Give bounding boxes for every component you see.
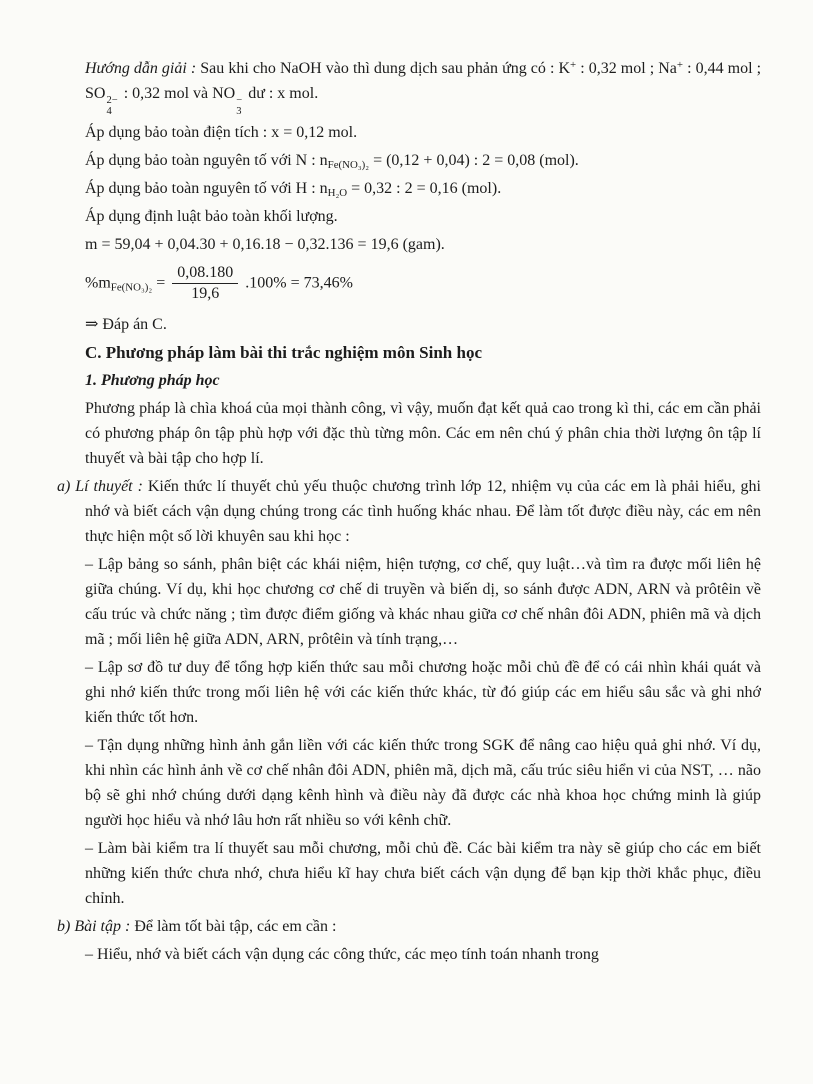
fraction-numerator: 0,08.180 [177, 263, 234, 281]
exercise-item [57, 914, 761, 939]
text-segment: – Hiểu, nhớ và biết cách vận dụng các công thức, các mẹo tính toán nhanh trong [85, 945, 599, 963]
text-segment: dư : x mol. [244, 85, 319, 102]
theory-tip-compare [85, 552, 761, 652]
theory-tip-tests [85, 836, 761, 911]
text-segment: 1. Phương pháp học [85, 371, 220, 389]
text-segment: Fe(NO₃)₂ [327, 158, 370, 171]
exercise-tip-formulas [85, 942, 761, 967]
text-segment: Kiến thức lí thuyết chủ yếu thuộc chương trình lớp 12, nhiệm vụ của các em là phải hiểu, ghi nhớ và biết cách vận dụng chúng trong các tình huống khác nhau. Để làm tốt được điều này, các em nên thực hiện một số lời khuyên sau khi học : [85, 477, 761, 545]
ion-charge-stack [106, 95, 117, 117]
text-segment: .100% = 73,46% [241, 274, 353, 292]
subscript-text: 4 [106, 105, 112, 117]
text-segment: = [152, 274, 170, 292]
text-segment: Áp dụng bảo toàn nguyên tố với H : n [85, 179, 328, 197]
method-subheading [85, 368, 761, 393]
text-segment: – Lập bảng so sánh, phân biệt các khái niệm, hiện tượng, cơ chế, quy luật…và tìm ra được mối liên hệ giữa chúng. Ví dụ, khi học chương cơ chế di truyền và biến dị, so sánh được ADN, ARN và prôtêin về cấu trúc và chức năng ; tìm được điểm giống và khác nhau giữa cơ chế nhân đôi ADN, phiên mã và dịch mã ; mối liên hệ giữa ADN, ARN, prôtêin và tính trạng,… [85, 555, 761, 648]
solution-intro [85, 56, 761, 117]
text-segment: Sau khi cho NaOH vào thì dung dịch sau phản ứng có : K [200, 60, 571, 77]
text-segment: : 0,32 mol ; Na [576, 60, 677, 77]
text-segment: : 0,32 mol và NO [119, 85, 236, 102]
mass-conservation-line [85, 204, 761, 229]
text-segment: + [570, 58, 577, 71]
text-segment: %m [85, 274, 111, 292]
text-segment: C. Phương pháp làm bài thi trắc nghiệm môn Sinh học [85, 342, 482, 362]
fraction [172, 264, 238, 304]
subscript-text: 3 [236, 105, 242, 117]
charge-conservation-line [85, 120, 761, 145]
text-segment: = 0,32 : 2 = 0,16 (mol). [347, 179, 502, 197]
text-segment: Áp dụng định luật bảo toàn khối lượng. [85, 207, 338, 225]
text-segment: b) Bài tập : [57, 917, 135, 935]
theory-tip-images [85, 733, 761, 833]
method-intro-paragraph [85, 396, 761, 471]
ion-charge-stack [236, 95, 242, 117]
text-segment: Fe(NO₃)₂ [110, 281, 153, 294]
text-segment: Hướng dẫn giải : [85, 60, 201, 77]
text-segment: H₂O [327, 186, 348, 199]
text-segment: Áp dụng bảo toàn điện tích : x = 0,12 mol. [85, 123, 358, 141]
text-segment: ⇒ Đáp án C. [85, 315, 167, 333]
mass-equation [85, 232, 761, 257]
text-segment: Phương pháp là chìa khoá của mọi thành công, vì vậy, muốn đạt kết quả cao trong kì thi, các em cần phải có phương pháp ôn tập phù hợp với đặc thù từng môn. Các em nên chú ý phân chia thời lượng ôn tập lí thuyết và bài tập cho hợp lí. [85, 399, 761, 467]
fraction-denominator: 19,6 [172, 283, 238, 303]
text-segment: – Lập sơ đồ tư duy để tổng hợp kiến thức sau mỗi chương hoặc mỗi chủ đề để có cái nhìn khái quát và ghi nhớ kiến thức trong mối liên hệ với các kiến thức khác, từ đó giúp các em hiểu sâu sắc và ghi nhớ kiến thức tốt hơn. [85, 658, 761, 726]
text-segment: = (0,12 + 0,04) : 2 = 0,08 (mol). [369, 151, 579, 169]
text-segment: : 0,44 mol ; SO [85, 60, 762, 102]
text-segment: m = 59,04 + 0,04.30 + 0,16.18 − 0,32.136 = 19,6 (gam). [85, 235, 445, 253]
text-segment: – Làm bài kiểm tra lí thuyết sau mỗi chương, mỗi chủ đề. Các bài kiểm tra này sẽ giúp cho các em biết những kiến thức chưa nhớ, chưa hiểu kĩ hay chưa biết cách vận dụng để bạn kịp thời khắc phục, điều chỉnh. [85, 839, 761, 907]
text-segment: + [676, 58, 684, 71]
superscript-text: − [236, 94, 243, 106]
hydrogen-conservation-line [85, 176, 761, 201]
nitrogen-conservation-line [85, 148, 761, 173]
answer-line [85, 312, 761, 337]
text-segment: Để làm tốt bài tập, các em cần : [134, 917, 337, 935]
percent-mass-equation [85, 260, 761, 309]
superscript-text: 2− [106, 94, 118, 106]
page-content [57, 56, 762, 967]
text-segment: Áp dụng bảo toàn nguyên tố với N : n [85, 151, 328, 169]
theory-item [57, 474, 761, 549]
text-segment: a) Lí thuyết : [57, 477, 148, 495]
text-segment: – Tận dụng những hình ảnh gắn liền với các kiến thức trong SGK để nâng cao hiệu quả ghi nhớ. Ví dụ, khi nhìn các hình ảnh về cơ chế nhân đôi ADN, phiên mã, dịch mã, cấu trúc siêu hiển vi của NST, … não bộ sẽ ghi nhớ chúng dưới dạng kênh hình và điều này đã được các nhà khoa học chứng minh là giúp người học hiểu và nhớ lâu hơn rất nhiều so với kênh chữ. [85, 736, 761, 829]
theory-tip-mindmap [85, 655, 761, 730]
section-heading [85, 340, 761, 365]
